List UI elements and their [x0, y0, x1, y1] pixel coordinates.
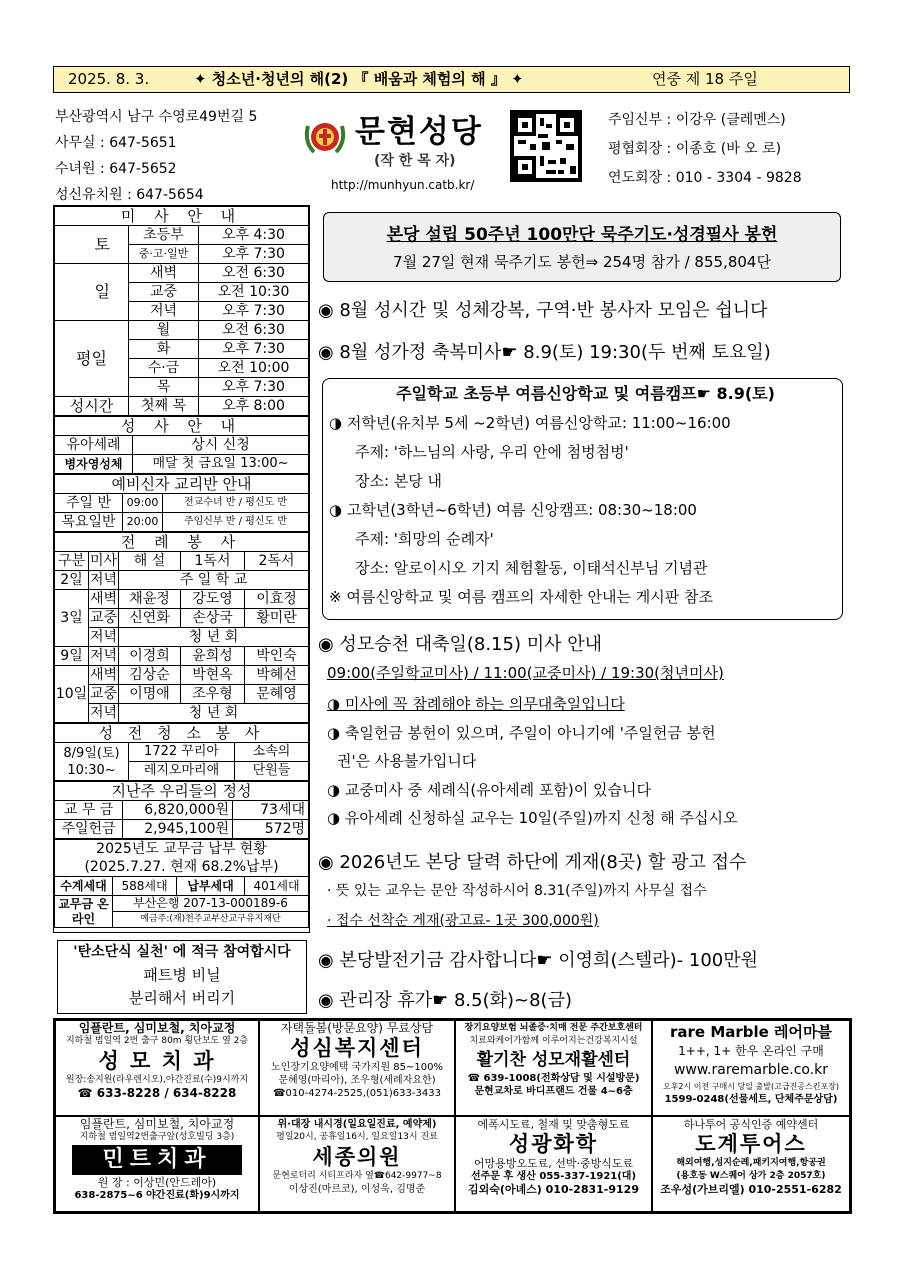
- ad-5-name: 민트치과: [72, 1145, 242, 1175]
- ad-5-sub: 지하철 범일역2번출구앞(성호빌딩 3층): [79, 1132, 235, 1142]
- altar-day-9: 9일: [55, 647, 89, 666]
- holy-hour-day: 첫째 목: [129, 397, 199, 416]
- summer-camp-box: [322, 378, 843, 620]
- week-2-time: 오후 7:30: [199, 340, 309, 359]
- qr-code-icon[interactable]: [510, 110, 582, 182]
- carbon-line-2: 분리해서 버리기: [128, 989, 236, 1007]
- ad-sejong-clinic[interactable]: [259, 1116, 455, 1212]
- altar-d10-r2-a: 이명애: [119, 685, 181, 704]
- dues-registered-value: 588세대: [113, 877, 177, 896]
- notice-4: ◉ 2026년도 본당 달력 하단에 게재(8곳) 할 광고 접수: [318, 852, 747, 873]
- altar-d3-r2-b: 손상국: [181, 609, 245, 628]
- ad-1-line-1: 원장:송지원(라우렌시오),야간진료(수)9시까지: [65, 1075, 249, 1085]
- altar-d3-mass-1: 새벽: [89, 591, 118, 607]
- ad-4-sub: 1++, 1+ 한우 온라인 구매: [678, 1044, 824, 1058]
- calendar-ad-note-1: · 뜻 있는 교우는 문안 작성하시어 8.31(주일)까지 사무실 접수: [327, 883, 707, 899]
- ad-7-line-1: 어망용방오도료, 선박·중방식도료: [473, 1157, 634, 1170]
- offering-sunday-count: 572명: [233, 820, 309, 839]
- altar-d10-mass-3: 저녁: [89, 705, 118, 721]
- altar-d10-r1-c: 박혜선: [245, 666, 309, 685]
- ad-3-line-1: ☎ 639-1008(전화상담 및 시설방문): [467, 1073, 640, 1084]
- cleaning-group-2: 레지오마리애: [129, 762, 235, 781]
- sun-2-time: 오전 10:30: [199, 283, 309, 302]
- ad-8-line-2: (용호동 W스퀘어 상가 2층 2057호): [676, 1171, 826, 1181]
- issue-date: 2025. 8. 3.: [68, 70, 150, 88]
- council-president: 평협회장 : 이종호 (바 오 로): [608, 141, 782, 157]
- cleaning-group-1: 1722 꾸리아: [129, 743, 235, 762]
- altar-d2-note: 주 일 학 교: [119, 571, 309, 590]
- altar-head-3: 해 설: [119, 552, 181, 571]
- dues-registered-label: 수계세대: [55, 877, 113, 896]
- year-theme: ✦ 청소년·청년의 해(2) 『 배움과 체험의 해 』 ✦: [194, 70, 524, 88]
- ad-4-top: rare Marble 레어마블: [670, 1023, 832, 1041]
- baptism-label: 유아세례: [55, 436, 133, 455]
- altar-day-3: 3일: [55, 590, 89, 647]
- sun-label: 일: [77, 264, 129, 321]
- sun-2-name: 교중: [129, 283, 199, 302]
- catechumen-2-label: 목요일반: [55, 513, 123, 532]
- catechumen-2-time: 20:00: [123, 513, 163, 532]
- camp-line-6: 장소: 알로이시오 기지 체험활동, 이태석신부님 기념관: [355, 559, 708, 577]
- offering-dues-count: 73세대: [233, 801, 309, 820]
- ad-7-name: 성광화학: [508, 1132, 599, 1156]
- parish-logo: [300, 112, 350, 162]
- ad-dogye-tours[interactable]: [652, 1116, 850, 1212]
- camp-line-3: 장소: 본당 내: [355, 472, 443, 490]
- ad-5-top: 임플란트, 심미보철, 치아교정: [79, 1117, 235, 1131]
- sick-communion-value: 매달 첫 금요일 13:00~: [133, 455, 309, 474]
- ad-5-line-1: 원 장 : 이상민(안드레아): [97, 1176, 217, 1189]
- carbon-line-1: 패트병 비닐: [143, 966, 221, 984]
- cleaning-title: 성 전 청 소 봉 사: [55, 724, 309, 743]
- staff-list: [608, 106, 802, 193]
- mass-schedule-table: [54, 206, 309, 416]
- ad-4-name: www.raremarble.co.kr: [673, 1062, 829, 1078]
- mass-title: 미 사 안 내: [55, 207, 309, 226]
- liturgical-week: 연중 제 18 주일: [652, 70, 758, 88]
- banner-title: 본당 설립 50주년 100만단 묵주기도·성경필사 봉헌: [386, 225, 778, 245]
- ad-3-name: 활기찬 성모재활센터: [476, 1050, 631, 1070]
- parish-contact: [55, 104, 257, 208]
- ad-seongmo-dental[interactable]: [55, 1020, 259, 1116]
- catechumen-2-class: 주임신부 반 / 평신도 반: [163, 513, 309, 532]
- dues-account-label: 교무금 온라인: [55, 896, 113, 928]
- ad-6-line-2: 이상진(마르코), 이성욱, 김명준: [288, 1184, 426, 1195]
- camp-line-7: ※ 여름신앙학교 및 여름 캠프의 자세한 안내는 게시판 참조: [329, 588, 713, 606]
- assumption-note-4: ◑ 교중미사 중 세례식(유아세례 포함)이 있습니다: [327, 780, 651, 799]
- ad-2-sub: 노인장기요양예택 국가지원 85~100%: [271, 1062, 443, 1073]
- sat-1-time: 오후 4:30: [199, 226, 309, 245]
- assumption-note-1: ◑ 미사에 꼭 참례해야 하는 의무대축일입니다: [327, 695, 625, 713]
- ad-6-sub: 평일20시, 공휴일16시, 일요일13시 진료: [276, 1132, 438, 1142]
- sacrament-table: [54, 416, 309, 474]
- header-bar: [53, 66, 850, 93]
- ad-3-line-2: 문현교차로 바디프랜드 건물 4~6층: [474, 1086, 633, 1097]
- calendar-ad-note-2: · 접수 선착순 게재(광고료- 1곳 300,000원): [327, 913, 599, 929]
- ad-6-top: 위·대장 내시경(일요일진료, 예약제): [277, 1119, 437, 1130]
- parish-name: 문현성당: [355, 114, 483, 150]
- catechumen-table: [54, 474, 309, 532]
- ad-7-top: 에폭시도료, 철재 및 맞춤형도료: [477, 1118, 630, 1131]
- carbon-campaign-box: [57, 940, 307, 1014]
- ad-4-line-1: 오후2시 이전 구매시 당일 출발(고급진공스킨포장): [662, 1082, 840, 1091]
- ad-mint-dental[interactable]: [55, 1116, 259, 1212]
- parish-subtitle: (작 한 목 자): [374, 153, 456, 169]
- altar-day-2: 2일: [55, 571, 89, 590]
- catechumen-1-label: 주일 반: [55, 494, 123, 513]
- ad-2-line-2: ☎010-4274-2525,(051)633-3433: [273, 1088, 441, 1099]
- anniversary-banner: [323, 212, 841, 282]
- ad-3-top: 장기요양보험 뇌졸증·치매 전문 주간보호센터: [464, 1023, 643, 1033]
- altar-head-1: 구분: [55, 552, 89, 571]
- altar-d9-a: 이경희: [119, 647, 181, 666]
- altar-d10-r2-c: 문혜영: [245, 685, 309, 704]
- altar-d9-b: 윤희성: [181, 647, 245, 666]
- ad-7-line-3: 김외숙(아녜스) 010-2831-9129: [468, 1183, 639, 1196]
- sun-3-name: 저녁: [129, 302, 199, 321]
- sun-1-name: 새벽: [129, 264, 199, 283]
- sat-2-time: 오후 7:30: [199, 245, 309, 264]
- cleaning-table: [54, 723, 309, 781]
- week-3-time: 오전 10:00: [199, 359, 309, 378]
- dues-subtitle: (2025.7.27. 현재 68.2%납부): [55, 858, 309, 877]
- altar-d3-r1-c: 이효정: [245, 590, 309, 609]
- ad-5-line-2: 638-2875~6 야간진료(화)9시까지: [74, 1190, 240, 1201]
- altar-head-2: 미사: [89, 553, 118, 569]
- ad-1-top: 임플란트, 심미보철, 치아교정: [78, 1021, 236, 1035]
- ad-2-top: 자택돌봄(방문요양) 무료상담: [280, 1021, 434, 1035]
- calendar-ad-notes: [327, 876, 707, 936]
- assumption-note-5: ◑ 유아세례 신청하실 교우는 10일(주일)까지 신청 해 주십시오: [327, 809, 738, 827]
- assumption-mass-times: 09:00(주일학교미사) / 11:00(교중미사) / 19:30(청년미사): [327, 664, 724, 682]
- dues-paid-label: 납부세대: [177, 877, 245, 896]
- assumption-note-3: 권'은 사용불가입니다: [337, 752, 477, 770]
- ad-6-line-1: 문현로터리 시티프라자 옆☎642-9977~8: [272, 1171, 442, 1181]
- ad-3-sub: 치료와케어가함께 이루어지는건강복지시설: [469, 1036, 638, 1046]
- notice-1: ◉ 8월 성시간 및 성체강복, 구역·반 봉사자 모임은 쉽니다: [318, 300, 768, 321]
- ad-seonggwang-chem[interactable]: [455, 1116, 652, 1212]
- sun-3-time: 오후 7:30: [199, 302, 309, 321]
- dues-table: [54, 839, 309, 928]
- altar-d9-c: 박인숙: [245, 647, 309, 666]
- sat-1-name: 초등부: [129, 226, 199, 245]
- camp-title: 주일학교 초등부 여름신앙학교 및 여름캠프☛ 8.9(토): [396, 384, 775, 403]
- parish-url[interactable]: http://munhyun.catb.kr/: [331, 178, 475, 192]
- pastor: 주임신부 : 이강우 (클레멘스): [608, 112, 786, 128]
- assumption-notes: [327, 690, 738, 833]
- altar-d9-mass: 저녁: [89, 648, 118, 664]
- dues-account-number: 부산은행 207-13-000189-6: [113, 896, 309, 912]
- sat-label: 토: [77, 226, 129, 264]
- altar-service-table: [54, 532, 309, 723]
- cleaning-group-1b: 소속의: [235, 743, 309, 762]
- altar-head-4: 1독서: [181, 552, 245, 571]
- ad-4-line-2: 1599-0248(선물세트, 단체주문상담): [664, 1094, 838, 1105]
- week-2-name: 화: [129, 340, 199, 359]
- ad-2-name: 성심복지센터: [290, 1036, 424, 1060]
- offering-dues-amount: 6,820,000원: [123, 801, 233, 820]
- camp-line-4: ◑ 고학년(3학년~6학년) 여름 신앙캠프: 08:30~18:00: [329, 501, 697, 519]
- offering-sunday-amount: 2,945,100원: [123, 820, 233, 839]
- ad-seongmo-rehab[interactable]: [455, 1020, 652, 1116]
- ad-2-line-1: 문혜영(마리아), 조우형(세례자요한): [278, 1075, 436, 1086]
- week-1-time: 오전 6:30: [199, 321, 309, 340]
- notice-6: ◉ 관리장 휴가☛ 8.5(화)~8(금): [318, 990, 572, 1011]
- dues-title: 2025년도 교무금 납부 현황: [55, 840, 309, 859]
- camp-line-2: 주제: '하느님의 사랑, 우리 안에 첨벙첨벙': [355, 443, 629, 461]
- week-4-name: 목: [129, 378, 199, 397]
- altar-d3-r2-a: 신연화: [119, 609, 181, 628]
- offering-title: 지난주 우리들의 정성: [55, 782, 309, 801]
- assumption-note-2: ◑ 축일헌금 봉헌이 있으며, 주일이 아니기에 '주일헌금 봉헌: [327, 723, 716, 742]
- ad-6-name: 세종의원: [312, 1145, 402, 1169]
- altar-d10-mass-2: 교중: [89, 686, 118, 702]
- ad-rare-marble[interactable]: [652, 1020, 850, 1116]
- dues-account-owner: 예금주:(재)천주교부산교구유지재단: [113, 912, 309, 928]
- altar-d10-r1-b: 박현옥: [181, 666, 245, 685]
- ad-7-line-2: 선주문 후 생산 055-337-1921(대): [470, 1171, 637, 1182]
- altar-day-10: 10일: [55, 666, 89, 723]
- offering-dues-label: 교 무 금: [55, 801, 123, 820]
- camp-line-5: 주제: '희망의 순례자': [355, 530, 494, 548]
- offering-sunday-label: 주일헌금: [55, 820, 123, 839]
- weekday-label: 평일: [55, 321, 129, 397]
- ad-1-line-2: ☎ 633-8228 / 634-8228: [77, 1086, 237, 1100]
- funeral-president: 연도회장 : 010 - 3304 - 9828: [608, 170, 802, 186]
- altar-head-5: 2독서: [245, 552, 309, 571]
- catechumen-1-class: 전교수녀 반 / 평신도 반: [163, 494, 309, 513]
- carbon-title: '탄소단식 실천' 에 적극 참여합시다: [73, 944, 291, 960]
- altar-d10-note: 청 년 회: [119, 704, 309, 723]
- ad-8-line-3: 조우성(가브리엘) 010-2551-6282: [660, 1183, 842, 1196]
- catechumen-title: 예비신자 교리반 안내: [55, 475, 309, 494]
- camp-line-1: ◑ 저학년(유치부 5세 ~2학년) 여름신앙학교: 11:00~16:00: [329, 414, 731, 432]
- altar-d3-r2-c: 황미란: [245, 609, 309, 628]
- address: 부산광역시 남구 수영로49번길 5: [55, 109, 258, 125]
- office-phone: 사무실 : 647-5651: [55, 135, 177, 151]
- altar-d10-r1-a: 김상순: [119, 666, 181, 685]
- offering-table: [54, 781, 309, 839]
- altar-d10-mass-1: 새벽: [89, 667, 118, 683]
- holy-hour-label: 성시간: [55, 397, 129, 416]
- holy-hour-time: 오후 8:00: [199, 397, 309, 416]
- altar-d10-r2-b: 조우형: [181, 685, 245, 704]
- notice-3: ◉ 성모승천 대축일(8.15) 미사 안내: [318, 634, 602, 655]
- sat-2-name: 중·고·일반: [129, 245, 199, 264]
- ad-1-name: 성 모 치 과: [98, 1049, 216, 1073]
- kinder-phone: 성신유치원 : 647-5654: [55, 187, 204, 203]
- sidebar: [53, 205, 310, 933]
- sick-communion-label: 병자영성체: [55, 455, 133, 474]
- ad-8-line-1: 해외여행,성지순례,패키지여행,항공권: [676, 1158, 826, 1168]
- altar-d3-mass-3: 저녁: [89, 629, 118, 645]
- sacrament-title: 성 사 안 내: [55, 417, 309, 436]
- ad-8-name: 도계투어스: [695, 1132, 807, 1156]
- ad-1-sub: 지하철 범일역 2번 출구 80m 횡단보도 옆 2층: [65, 1036, 249, 1046]
- altar-title: 전 례 봉 사: [55, 533, 309, 552]
- cleaning-date: 8/9일(토) 10:30~: [55, 743, 129, 781]
- notice-5: ◉ 본당발전기금 감사합니다☛ 이영희(스텔라)- 100만원: [318, 950, 758, 971]
- ad-seongsim-welfare[interactable]: [259, 1020, 455, 1116]
- week-1-name: 월: [129, 321, 199, 340]
- baptism-value: 상시 신청: [133, 436, 309, 455]
- altar-d3-mass-2: 교중: [89, 610, 118, 626]
- dues-paid-value: 401세대: [245, 877, 309, 896]
- convent-phone: 수녀원 : 647-5652: [55, 161, 177, 177]
- ad-8-top: 하나투어 공식인증 예약센터: [683, 1118, 819, 1131]
- week-3-name: 수·금: [129, 359, 199, 378]
- altar-d3-r1-a: 채윤정: [119, 590, 181, 609]
- sun-1-time: 오전 6:30: [199, 264, 309, 283]
- cleaning-group-2b: 단원들: [235, 762, 309, 781]
- catechumen-1-time: 09:00: [123, 494, 163, 513]
- altar-d2-mass: 저녁: [89, 572, 118, 588]
- altar-d3-note: 청 년 회: [119, 628, 309, 647]
- notice-2: ◉ 8월 성가정 축복미사☛ 8.9(토) 19:30(두 번째 토요일): [318, 342, 771, 363]
- altar-d3-r1-b: 강도영: [181, 590, 245, 609]
- banner-subtitle: 7월 27일 현재 묵주기도 봉헌⇒ 254명 참가 / 855,804단: [393, 253, 771, 271]
- week-4-time: 오후 7:30: [199, 378, 309, 397]
